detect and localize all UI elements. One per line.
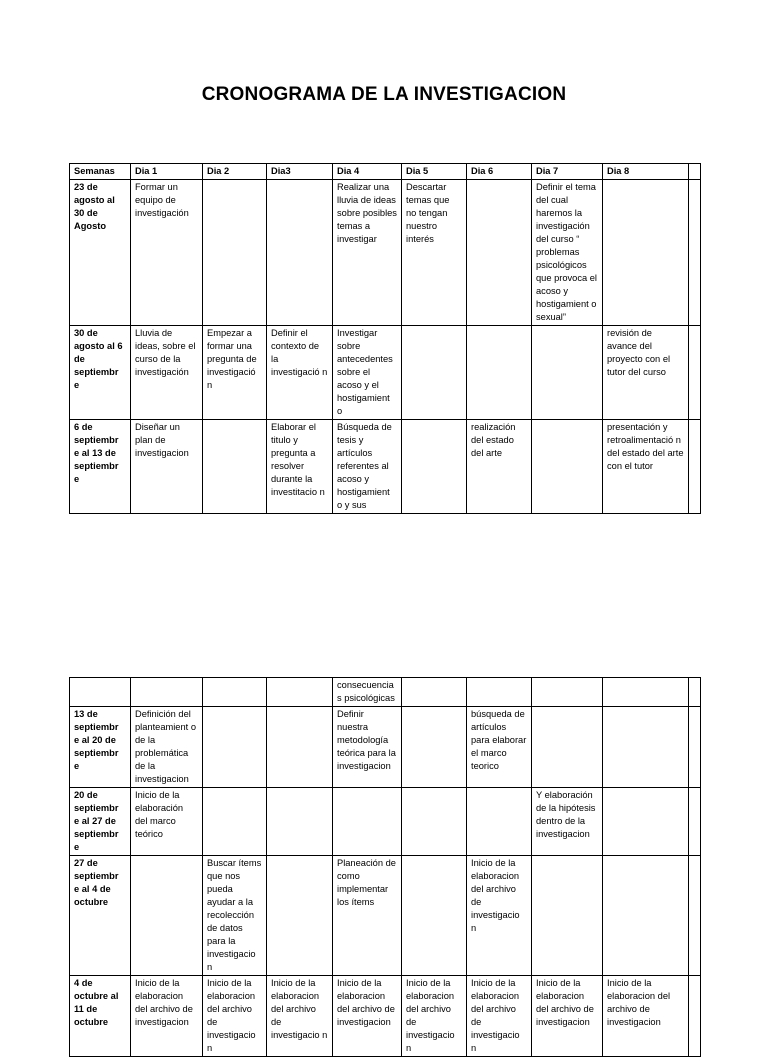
day-cell <box>402 326 467 420</box>
day-cell <box>532 326 603 420</box>
day-cell: Realizar una lluvia de ideas sobre posibles temas a investigar <box>333 180 402 326</box>
day-cell <box>402 707 467 788</box>
header-cell: Dia 1 <box>131 164 203 180</box>
header-row <box>70 164 701 180</box>
header-cell: Semanas <box>70 164 131 180</box>
day-cell <box>689 707 701 788</box>
header-cell: Dia 4 <box>333 164 402 180</box>
table-row <box>70 788 701 856</box>
day-cell <box>689 788 701 856</box>
day-cell: Investigar sobre antecedentes sobre el acoso y el hostigamient o <box>333 326 402 420</box>
day-cell <box>131 678 203 707</box>
day-cell: presentación y retroalimentació n del estado del arte con el tutor <box>603 420 689 514</box>
day-cell: Buscar ítems que nos pueda ayudar a la recolección de datos para la investigacio n <box>203 856 267 976</box>
day-cell: Diseñar un plan de investigacion <box>131 420 203 514</box>
table-row <box>70 707 701 788</box>
week-cell: 23 de agosto al 30 de Agosto <box>70 180 131 326</box>
day-cell <box>532 420 603 514</box>
day-cell <box>689 326 701 420</box>
day-cell <box>603 678 689 707</box>
week-cell: 27 de septiembr e al 4 de octubre <box>70 856 131 976</box>
week-cell: 13 de septiembr e al 20 de septiembr e <box>70 707 131 788</box>
day-cell <box>333 788 402 856</box>
day-cell: Definir el tema del cual haremos la investigación del curso “ problemas psicológicos que provoca el acoso y hostigamient o sexual” <box>532 180 603 326</box>
header-cell: Dia 8 <box>603 164 689 180</box>
day-cell <box>689 856 701 976</box>
table-row <box>70 856 701 976</box>
day-cell: Y elaboración de la hipótesis dentro de la investigacion <box>532 788 603 856</box>
day-cell <box>203 788 267 856</box>
header-cell <box>689 164 701 180</box>
day-cell <box>267 856 333 976</box>
week-cell: 6 de septiembr e al 13 de septiembr e <box>70 420 131 514</box>
day-cell: Definición del planteamient o de la problemática de la investigacion <box>131 707 203 788</box>
day-cell <box>203 678 267 707</box>
day-cell: Definir nuestra metodología teórica para la investigacion <box>333 707 402 788</box>
day-cell <box>203 707 267 788</box>
day-cell <box>267 678 333 707</box>
day-cell: Búsqueda de tesis y artículos referentes al acoso y hostigamient o y sus <box>333 420 402 514</box>
day-cell <box>467 180 532 326</box>
day-cell: Descartar temas que no tengan nuestro interés <box>402 180 467 326</box>
day-cell <box>532 707 603 788</box>
header-cell: Dia3 <box>267 164 333 180</box>
schedule-table-part-1 <box>69 163 701 514</box>
day-cell <box>131 856 203 976</box>
day-cell: Inicio de la elaboracion del archivo de investigacion <box>131 976 203 1057</box>
table-row <box>70 678 701 707</box>
day-cell: consecuencia s psicológicas <box>333 678 402 707</box>
day-cell: Inicio de la elaboración del marco teórico <box>131 788 203 856</box>
day-cell <box>203 420 267 514</box>
day-cell <box>532 678 603 707</box>
day-cell: Inicio de la elaboracion del archivo de investigacio n <box>402 976 467 1057</box>
day-cell <box>203 180 267 326</box>
day-cell <box>402 856 467 976</box>
day-cell <box>402 420 467 514</box>
week-cell: 20 de septiembr e al 27 de septiembr e <box>70 788 131 856</box>
day-cell: Lluvia de ideas, sobre el curso de la investigación <box>131 326 203 420</box>
day-cell: revisión de avance del proyecto con el tutor del curso <box>603 326 689 420</box>
day-cell <box>467 788 532 856</box>
day-cell <box>402 788 467 856</box>
document-title: CRONOGRAMA DE LA INVESTIGACION <box>201 84 567 105</box>
day-cell: Definir el contexto de la investigació n <box>267 326 333 420</box>
day-cell: Inicio de la elaboracion del archivo de investigacio n <box>467 976 532 1057</box>
week-cell: 30 de agosto al 6 de septiembr e <box>70 326 131 420</box>
day-cell: Inicio de la elaboracion del archivo de investigacion <box>532 976 603 1057</box>
header-cell: Dia 6 <box>467 164 532 180</box>
week-cell <box>70 678 131 707</box>
day-cell: realización del estado del arte <box>467 420 532 514</box>
day-cell: Inicio de la elaboracion del archivo de investigacio n <box>203 976 267 1057</box>
table-row <box>70 180 701 326</box>
table-row <box>70 326 701 420</box>
table-row <box>70 420 701 514</box>
day-cell <box>689 678 701 707</box>
schedule-table-part-2 <box>69 677 701 1057</box>
day-cell <box>467 326 532 420</box>
day-cell <box>689 180 701 326</box>
day-cell: Formar un equipo de investigación <box>131 180 203 326</box>
day-cell <box>689 976 701 1057</box>
day-cell: Inicio de la elaboracion del archivo de investigacio n <box>467 856 532 976</box>
day-cell <box>603 180 689 326</box>
week-cell: 4 de octubre al 11 de octubre <box>70 976 131 1057</box>
day-cell: búsqueda de artículos para elaborar el marco teorico <box>467 707 532 788</box>
day-cell: Inicio de la elaboracion del archivo de investigacion <box>333 976 402 1057</box>
day-cell <box>402 678 467 707</box>
day-cell: Planeación de como implementar los ítems <box>333 856 402 976</box>
day-cell <box>267 180 333 326</box>
day-cell <box>603 856 689 976</box>
day-cell <box>532 856 603 976</box>
day-cell: Inicio de la elaboracion del archivo de investigacio n <box>267 976 333 1057</box>
day-cell <box>689 420 701 514</box>
day-cell: Elaborar el titulo y pregunta a resolver durante la investitacio n <box>267 420 333 514</box>
header-cell: Dia 2 <box>203 164 267 180</box>
day-cell <box>467 678 532 707</box>
day-cell: Inicio de la elaboracion del archivo de investigacion <box>603 976 689 1057</box>
table-row <box>70 976 701 1057</box>
day-cell <box>267 707 333 788</box>
header-cell: Dia 5 <box>402 164 467 180</box>
day-cell <box>603 707 689 788</box>
day-cell <box>267 788 333 856</box>
day-cell <box>603 788 689 856</box>
day-cell: Empezar a formar una pregunta de investigació n <box>203 326 267 420</box>
header-cell: Dia 7 <box>532 164 603 180</box>
